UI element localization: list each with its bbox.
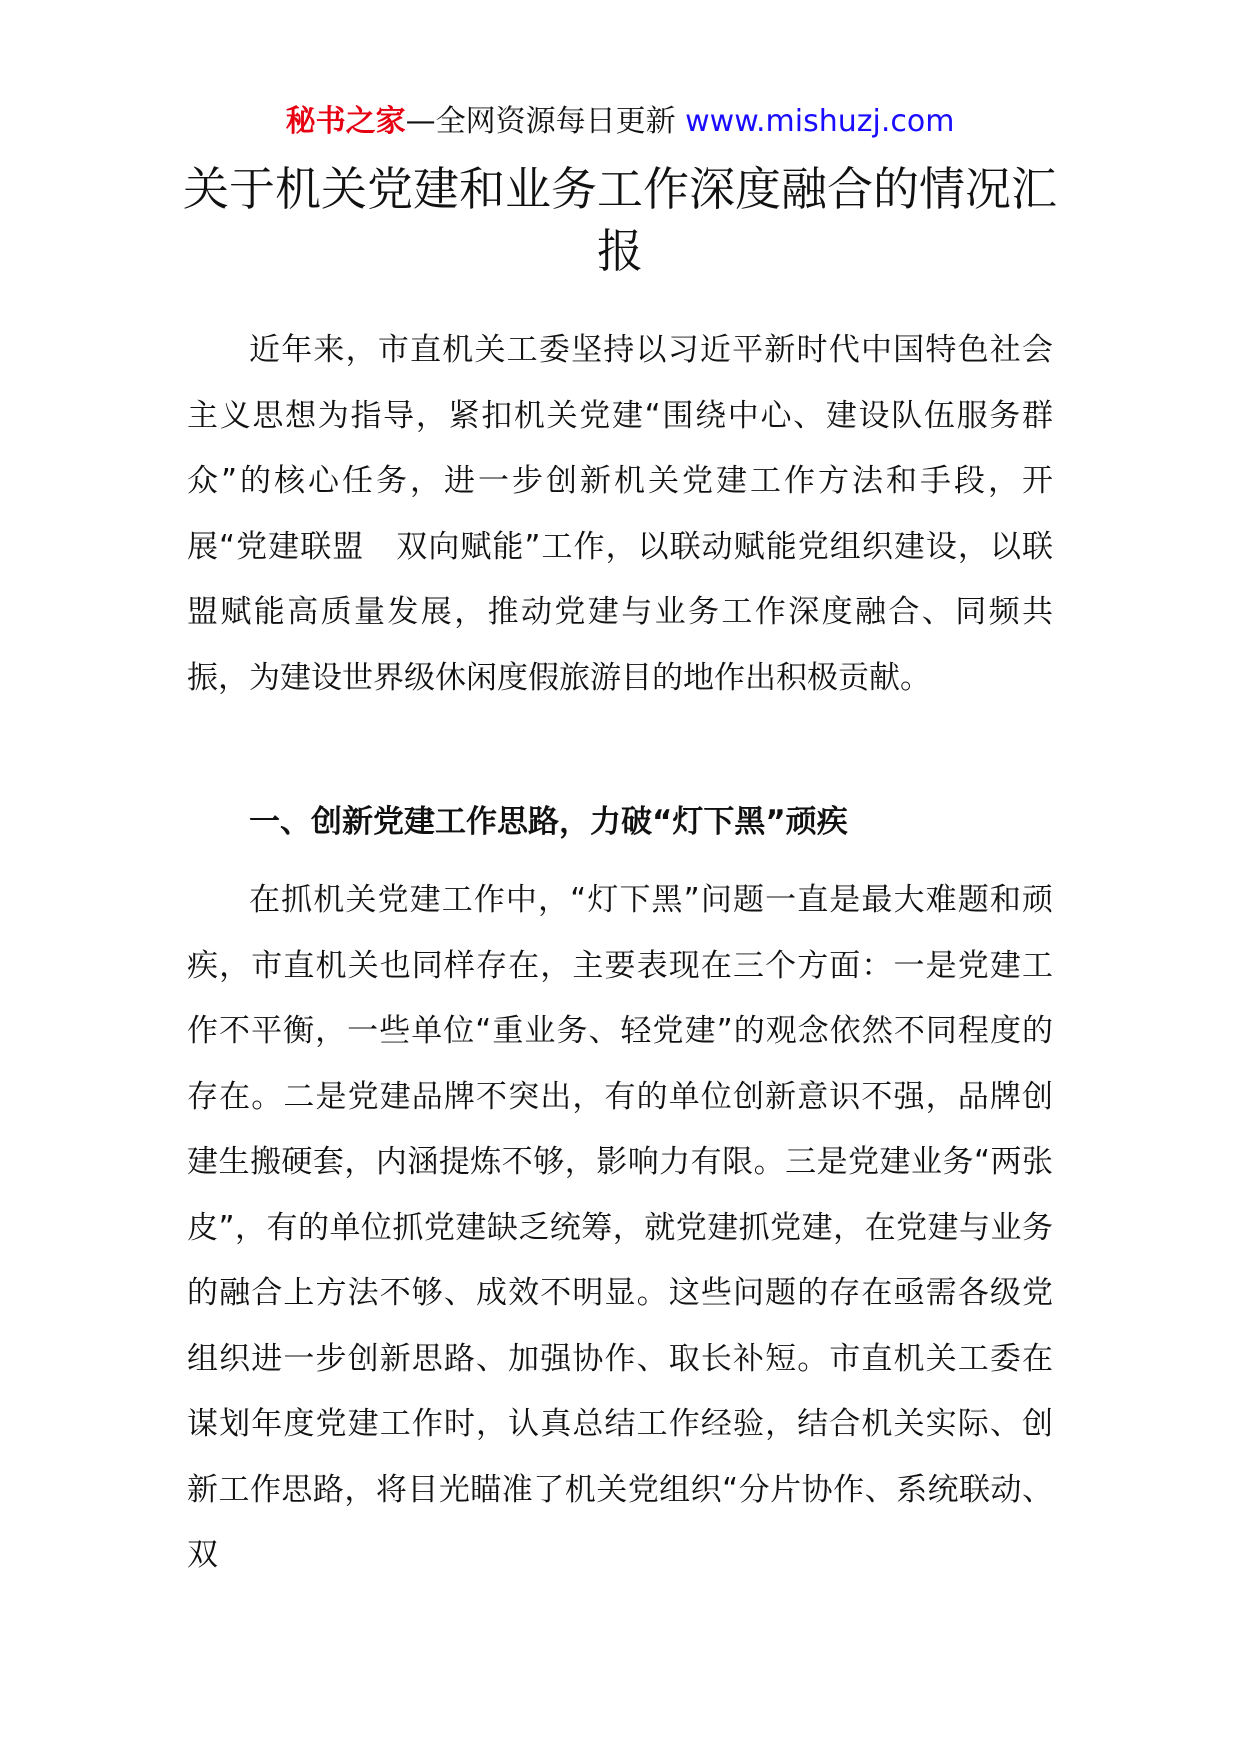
site-header: [0, 102, 1240, 142]
site-brand: 秘书之家: [285, 104, 406, 139]
intro-paragraph: 近年来，市直机关工委坚持以习近平新时代中国特色社会主义思想为指导，紧扣机关党建“围绕中心、建设队伍服务群众”的核心任务，进一步创新机关党建工作方法和手段，开展“党建联盟 双向赋能”工作，以联动赋能党组织建设，以联盟赋能高质量发展，推动党建与业务工作深度融合、同频共振，为建设世界级休闲度假旅游目的地作出积极贡献。: [187, 332, 1053, 696]
body-paragraph: 在抓机关党建工作中，“灯下黑”问题一直是最大难题和顽疾，市直机关也同样存在，主要表现在三个方面：一是党建工作不平衡，一些单位“重业务、轻党建”的观念依然不同程度的存在。二是党建品牌不突出，有的单位创新意识不强，品牌创建生搬硬套，内涵提炼不够，影响力有限。三是党建业务“两张皮”，有的单位抓党建缺乏统筹，就党建抓党建，在党建与业务的融合上方法不够、成效不明显。这些问题的存在亟需各级党组织进一步创新思路、加强协作、取长补短。市直机关工委在谋划年度党建工作时，认真总结工作经验，结合机关实际、创新工作思路，将目光瞄准了机关党组织“分片协作、系统联动、双: [187, 882, 1053, 1573]
section-heading: 一、创新党建工作思路，力破“灯下黑”顽疾: [249, 804, 848, 840]
document-title: 关于机关党建和业务工作深度融合的情况汇报: [183, 162, 1057, 278]
site-tagline: —全网资源每日更新: [405, 104, 686, 139]
site-url: www.mishuzj.com: [685, 104, 955, 139]
